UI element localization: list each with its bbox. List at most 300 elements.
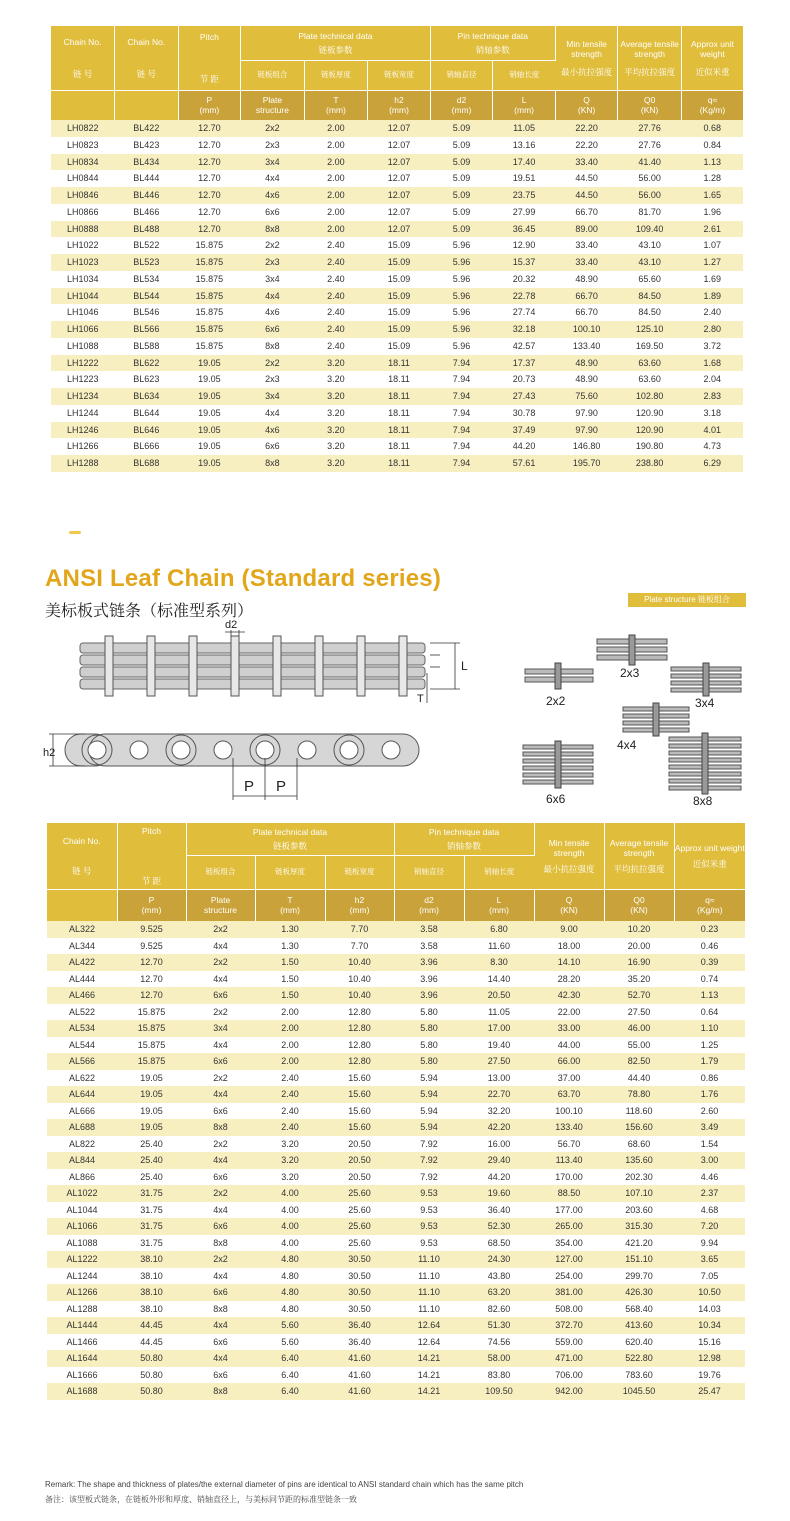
table-cell: 18.11 (368, 455, 431, 472)
table-cell: LH1046 (51, 304, 115, 321)
header-plate-combo: 链板组合 (186, 855, 255, 889)
table-cell: 3.72 (681, 338, 743, 355)
table-cell: 12.70 (178, 187, 241, 204)
table-cell: 15.875 (178, 237, 241, 254)
table-cell: 15.09 (368, 271, 431, 288)
table-cell: 42.30 (534, 987, 604, 1004)
table-row (51, 455, 743, 472)
table-cell: 2x2 (241, 237, 305, 254)
table-cell: 3.58 (394, 938, 464, 955)
table-cell: 12.70 (178, 204, 241, 221)
table-cell: 97.90 (555, 422, 618, 439)
table-cell: 30.78 (493, 405, 556, 422)
table-cell: 19.40 (464, 1037, 534, 1054)
table-row (51, 438, 743, 455)
table-cell: 3x4 (241, 388, 305, 405)
table-cell: 6x6 (186, 1334, 255, 1351)
table-cell: 12.70 (178, 154, 241, 171)
table-cell: 8x8 (186, 1119, 255, 1136)
table-cell: BL644 (115, 405, 179, 422)
table-row (47, 971, 745, 988)
table-cell: 17.37 (493, 355, 556, 372)
table-cell: 6.40 (255, 1350, 325, 1367)
table-cell: 6x6 (186, 987, 255, 1004)
table-cell: 41.60 (325, 1350, 394, 1367)
table-cell: 33.40 (555, 154, 618, 171)
table-cell: 15.875 (178, 254, 241, 271)
table-cell: 18.11 (368, 355, 431, 372)
table-cell: 0.64 (674, 1004, 745, 1021)
table-cell: 4.00 (255, 1202, 325, 1219)
table-cell: AL522 (47, 1004, 117, 1021)
table-cell: 2.40 (304, 271, 368, 288)
structure-8x8 (669, 733, 741, 808)
table-cell: 109.50 (464, 1383, 534, 1400)
table-cell: 15.875 (117, 1037, 186, 1054)
table-cell: 2.00 (304, 120, 368, 137)
table-cell: 5.09 (430, 154, 493, 171)
table-cell: 1.54 (674, 1136, 745, 1153)
table-cell: 25.60 (325, 1218, 394, 1235)
table-cell: 2.40 (255, 1119, 325, 1136)
table-cell: 13.16 (493, 137, 556, 154)
header-plate-thickness: 链板厚度 (255, 855, 325, 889)
table-cell: 0.74 (674, 971, 745, 988)
table-cell: 4x4 (186, 1268, 255, 1285)
table-cell: 3.20 (304, 371, 368, 388)
table-row (51, 371, 743, 388)
table-cell: 8.30 (464, 954, 534, 971)
table-cell: 10.40 (325, 954, 394, 971)
table-cell: 4x4 (186, 1350, 255, 1367)
table-cell: 2x3 (241, 137, 305, 154)
table-cell: 2x2 (186, 954, 255, 971)
table-cell: 1.30 (255, 938, 325, 955)
table-cell: 12.70 (117, 954, 186, 971)
table-cell: 14.03 (674, 1301, 745, 1318)
table-cell: LH0822 (51, 120, 115, 137)
table-cell: BL688 (115, 455, 179, 472)
table-cell: 12.80 (325, 1037, 394, 1054)
table-row (47, 1235, 745, 1252)
table-cell: 10.40 (325, 987, 394, 1004)
table-cell: 113.40 (534, 1152, 604, 1169)
table-cell: 5.80 (394, 1053, 464, 1070)
table-cell: 44.50 (555, 187, 618, 204)
table-cell: 5.94 (394, 1119, 464, 1136)
table-cell: 89.00 (555, 221, 618, 238)
table-cell: 4.46 (674, 1169, 745, 1186)
table-cell: 1.79 (674, 1053, 745, 1070)
table-cell: 1.50 (255, 954, 325, 971)
table-cell: AL1066 (47, 1218, 117, 1235)
table-cell: 4x6 (241, 187, 305, 204)
table-cell: 2.40 (304, 338, 368, 355)
table-cell: 5.96 (430, 338, 493, 355)
table-cell: 127.00 (534, 1251, 604, 1268)
table-cell: 5.96 (430, 254, 493, 271)
table-cell: 9.525 (117, 921, 186, 938)
table-cell: 177.00 (534, 1202, 604, 1219)
table-cell: 11.10 (394, 1268, 464, 1285)
table-cell: 12.64 (394, 1317, 464, 1334)
table-row (47, 1070, 745, 1087)
table-cell: 52.70 (604, 987, 674, 1004)
table-cell: 15.875 (117, 1004, 186, 1021)
table-row (47, 1053, 745, 1070)
table-cell: 55.00 (604, 1037, 674, 1054)
table-cell: 12.70 (117, 987, 186, 1004)
table-cell: 2.00 (304, 204, 368, 221)
table-cell: 19.05 (117, 1086, 186, 1103)
table-cell: 2.40 (255, 1070, 325, 1087)
table-cell: 5.80 (394, 1020, 464, 1037)
table-cell: 100.10 (555, 321, 618, 338)
unit-blank (47, 889, 117, 921)
table-row (51, 187, 743, 204)
table-row (47, 1218, 745, 1235)
table-cell: 2.40 (304, 288, 368, 305)
table-cell: 25.40 (117, 1136, 186, 1153)
table-cell: 2.00 (304, 170, 368, 187)
table-cell: AL844 (47, 1152, 117, 1169)
table-cell: 20.50 (325, 1169, 394, 1186)
table-cell: 22.20 (555, 120, 618, 137)
table-row (47, 1152, 745, 1169)
header-min-tensile: Min tensile strength 最小抗拉强度 (555, 26, 618, 90)
table-cell: 4x4 (186, 1202, 255, 1219)
table-cell: 19.05 (178, 455, 241, 472)
table-cell: 68.50 (464, 1235, 534, 1252)
table-cell: 9.53 (394, 1218, 464, 1235)
header-pin-length: 销轴长度 (493, 60, 556, 90)
unit-plate-structure: Plate structure (186, 889, 255, 921)
table-row (51, 271, 743, 288)
table-cell: 146.80 (555, 438, 618, 455)
table-cell: 1.10 (674, 1020, 745, 1037)
header-pin-diameter: 销轴直径 (430, 60, 493, 90)
table-cell: 195.70 (555, 455, 618, 472)
table-cell: 3.20 (304, 438, 368, 455)
table-cell: 12.70 (178, 221, 241, 238)
table-cell: 5.09 (430, 204, 493, 221)
structure-2x2 (525, 663, 593, 708)
table-cell: 14.10 (534, 954, 604, 971)
h2-label: h2 (43, 747, 56, 759)
unit-d2: d2 (mm) (430, 90, 493, 120)
table-cell: 19.05 (178, 405, 241, 422)
table-cell: 1.76 (674, 1086, 745, 1103)
table-cell: 2.40 (304, 321, 368, 338)
table-cell: 84.50 (618, 288, 682, 305)
table-row (51, 355, 743, 372)
table-cell: 4x4 (241, 170, 305, 187)
table-cell: LH1088 (51, 338, 115, 355)
l-label: L (461, 659, 468, 673)
table-cell: LH1246 (51, 422, 115, 439)
header-pin-data: Pin technique data 销轴参数 (430, 26, 555, 60)
table-cell: 5.96 (430, 288, 493, 305)
structure-label-6x6: 6x6 (546, 792, 566, 806)
table-row (47, 1119, 745, 1136)
table-cell: BL634 (115, 388, 179, 405)
table-cell: 27.74 (493, 304, 556, 321)
table-row (47, 1086, 745, 1103)
table-cell: 41.60 (325, 1367, 394, 1384)
table-cell: 18.11 (368, 422, 431, 439)
table-cell: 9.53 (394, 1202, 464, 1219)
table-cell: LH0844 (51, 170, 115, 187)
header-plate-data: Plate technical data 链板参数 (241, 26, 431, 60)
table-cell: AL566 (47, 1053, 117, 1070)
table-cell: BL622 (115, 355, 179, 372)
table-cell: AL1666 (47, 1367, 117, 1384)
table-cell: 12.90 (493, 237, 556, 254)
table-cell: 120.90 (618, 422, 682, 439)
table-cell: 4.80 (255, 1251, 325, 1268)
table-cell: BL623 (115, 371, 179, 388)
structure-label-3x4: 3x4 (695, 696, 715, 710)
table-cell: 6x6 (186, 1169, 255, 1186)
table-cell: 30.50 (325, 1251, 394, 1268)
table-cell: 5.60 (255, 1317, 325, 1334)
header-avg-tensile: Average tensile strength 平均抗拉强度 (604, 823, 674, 889)
table-cell: 3.20 (304, 355, 368, 372)
table-cell: 190.80 (618, 438, 682, 455)
table-cell: 4.68 (674, 1202, 745, 1219)
table-cell: 1.65 (681, 187, 743, 204)
table-cell: 508.00 (534, 1301, 604, 1318)
table-cell: 0.46 (674, 938, 745, 955)
header-pitch: Pitch 节 距 (117, 823, 186, 889)
table-cell: 1045.50 (604, 1383, 674, 1400)
table-cell: 7.70 (325, 921, 394, 938)
table-cell: 12.07 (368, 154, 431, 171)
table-row (51, 338, 743, 355)
table-cell: AL688 (47, 1119, 117, 1136)
table-cell: 11.10 (394, 1284, 464, 1301)
table-cell: AL866 (47, 1169, 117, 1186)
chain-side-view-diagram (75, 618, 475, 708)
table-cell: 12.64 (394, 1334, 464, 1351)
table-cell: 31.75 (117, 1202, 186, 1219)
table-cell: AL1288 (47, 1301, 117, 1318)
leaf-chain-table-al (47, 823, 745, 1400)
table-cell: 12.70 (117, 971, 186, 988)
table-cell: AL322 (47, 921, 117, 938)
table-row (47, 1383, 745, 1400)
table-cell: 4.00 (255, 1235, 325, 1252)
table-cell: 120.90 (618, 405, 682, 422)
table-cell: 20.50 (325, 1136, 394, 1153)
table-cell: 15.60 (325, 1086, 394, 1103)
table-row (51, 170, 743, 187)
table-cell: 2x2 (186, 1136, 255, 1153)
table-cell: BL566 (115, 321, 179, 338)
table-row (47, 954, 745, 971)
table-cell: 48.90 (555, 271, 618, 288)
table-cell: 7.92 (394, 1152, 464, 1169)
table-cell: 2.00 (304, 137, 368, 154)
remark-chinese: 备注：该型板式链条，在链板外形和厚度、销轴直径上，与美标同节距的标准型链条一致 (45, 1495, 357, 1504)
table-cell: 238.80 (618, 455, 682, 472)
p-label-1: P (244, 778, 255, 795)
table-row (51, 304, 743, 321)
table-cell: 15.875 (117, 1053, 186, 1070)
table-cell: 15.09 (368, 338, 431, 355)
table-cell: 8x8 (241, 455, 305, 472)
structure-6x6 (523, 741, 593, 806)
table-cell: 9.94 (674, 1235, 745, 1252)
table-cell: 2x3 (241, 254, 305, 271)
table-cell: 100.10 (534, 1103, 604, 1120)
chain-front-view-diagram (45, 718, 445, 808)
table-cell: 12.07 (368, 221, 431, 238)
table-cell: 6x6 (241, 204, 305, 221)
table-cell: 118.60 (604, 1103, 674, 1120)
table-cell: 6x6 (186, 1218, 255, 1235)
table-cell: 9.53 (394, 1185, 464, 1202)
table-cell: 7.94 (430, 388, 493, 405)
table-cell: 11.10 (394, 1301, 464, 1318)
table-row (47, 1334, 745, 1351)
table-cell: 2.00 (304, 154, 368, 171)
table-cell: 4x4 (186, 1317, 255, 1334)
table-cell: 5.09 (430, 221, 493, 238)
table-cell: 706.00 (534, 1367, 604, 1384)
table-cell: 12.07 (368, 120, 431, 137)
table-cell: 19.51 (493, 170, 556, 187)
table-cell: 15.09 (368, 321, 431, 338)
table-cell: AL622 (47, 1070, 117, 1087)
unit-blank (115, 90, 179, 120)
table-cell: 203.60 (604, 1202, 674, 1219)
table-cell: 5.80 (394, 1004, 464, 1021)
table-cell: 19.05 (178, 355, 241, 372)
table-row (47, 1136, 745, 1153)
unit-pitch: P (mm) (178, 90, 241, 120)
table-cell: 3.96 (394, 971, 464, 988)
table-cell: 84.50 (618, 304, 682, 321)
table-cell: 18.11 (368, 405, 431, 422)
table-cell: 381.00 (534, 1284, 604, 1301)
table-cell: 107.10 (604, 1185, 674, 1202)
table-row (51, 154, 743, 171)
table-cell: 56.00 (618, 187, 682, 204)
table-cell: 4.73 (681, 438, 743, 455)
table-cell: 133.40 (555, 338, 618, 355)
table-cell: BL646 (115, 422, 179, 439)
table-cell: 15.60 (325, 1103, 394, 1120)
table-cell: AL466 (47, 987, 117, 1004)
table-cell: 22.00 (534, 1004, 604, 1021)
table-cell: 0.39 (674, 954, 745, 971)
plate-structure-diagrams (515, 625, 750, 815)
table-cell: 3.65 (674, 1251, 745, 1268)
table-cell: 27.50 (464, 1053, 534, 1070)
table-cell: 4x4 (186, 1152, 255, 1169)
table-row (51, 422, 743, 439)
table-cell: 83.80 (464, 1367, 534, 1384)
table-cell: 4.01 (681, 422, 743, 439)
table-cell: 2.00 (255, 1037, 325, 1054)
table-cell: 5.09 (430, 120, 493, 137)
table-row (47, 921, 745, 938)
table-cell: 4x4 (186, 1037, 255, 1054)
unit-q: Q (KN) (534, 889, 604, 921)
table-cell: 15.60 (325, 1119, 394, 1136)
table-cell: 12.70 (178, 170, 241, 187)
table-cell: BL544 (115, 288, 179, 305)
table-row (51, 405, 743, 422)
table-cell: AL544 (47, 1037, 117, 1054)
table-cell: 11.10 (394, 1251, 464, 1268)
table-cell: 12.80 (325, 1004, 394, 1021)
table-cell: 46.00 (604, 1020, 674, 1037)
table-cell: 426.30 (604, 1284, 674, 1301)
table-cell: 2.61 (681, 221, 743, 238)
table-cell: AL1244 (47, 1268, 117, 1285)
table-cell: AL1444 (47, 1317, 117, 1334)
table-cell: LH1266 (51, 438, 115, 455)
table-cell: 18.00 (534, 938, 604, 955)
table-cell: 3.20 (304, 422, 368, 439)
table-cell: 5.09 (430, 137, 493, 154)
table-row (47, 1317, 745, 1334)
table-cell: 63.60 (618, 371, 682, 388)
table-cell: 2.00 (304, 187, 368, 204)
table-cell: 11.60 (464, 938, 534, 955)
table-cell: 58.00 (464, 1350, 534, 1367)
table-cell: 6x6 (186, 1284, 255, 1301)
table-cell: 5.96 (430, 321, 493, 338)
table-cell: 36.45 (493, 221, 556, 238)
table-cell: 19.60 (464, 1185, 534, 1202)
table-cell: LH0846 (51, 187, 115, 204)
unit-q0: Q0 (KN) (618, 90, 682, 120)
table-cell: 15.875 (178, 288, 241, 305)
table-cell: 170.00 (534, 1169, 604, 1186)
table-cell: 19.05 (178, 371, 241, 388)
table-cell: 1.13 (681, 154, 743, 171)
table-cell: 3.20 (304, 455, 368, 472)
table-cell: 7.20 (674, 1218, 745, 1235)
table-cell: 2x2 (186, 921, 255, 938)
table-cell: 4x4 (241, 405, 305, 422)
table-cell: 11.05 (464, 1004, 534, 1021)
table-cell: 2.40 (304, 254, 368, 271)
table-cell: 75.60 (555, 388, 618, 405)
table-cell: 15.09 (368, 237, 431, 254)
table-cell: 29.40 (464, 1152, 534, 1169)
table-cell: 15.875 (178, 321, 241, 338)
header-unit-weight: Approx unit weight 近似米重 (674, 823, 745, 889)
table-cell: 10.20 (604, 921, 674, 938)
table-cell: 12.80 (325, 1053, 394, 1070)
table-cell: 6x6 (241, 321, 305, 338)
table-cell: 30.50 (325, 1268, 394, 1285)
table-row (47, 1037, 745, 1054)
t-label: T (417, 693, 424, 705)
table-cell: 7.92 (394, 1169, 464, 1186)
table-cell: LH1288 (51, 455, 115, 472)
table-row (47, 1202, 745, 1219)
table-cell: 38.10 (117, 1251, 186, 1268)
divider-accent (69, 531, 81, 534)
table-cell: 66.00 (534, 1053, 604, 1070)
table-cell: 15.875 (178, 304, 241, 321)
table-cell: 6.40 (255, 1367, 325, 1384)
